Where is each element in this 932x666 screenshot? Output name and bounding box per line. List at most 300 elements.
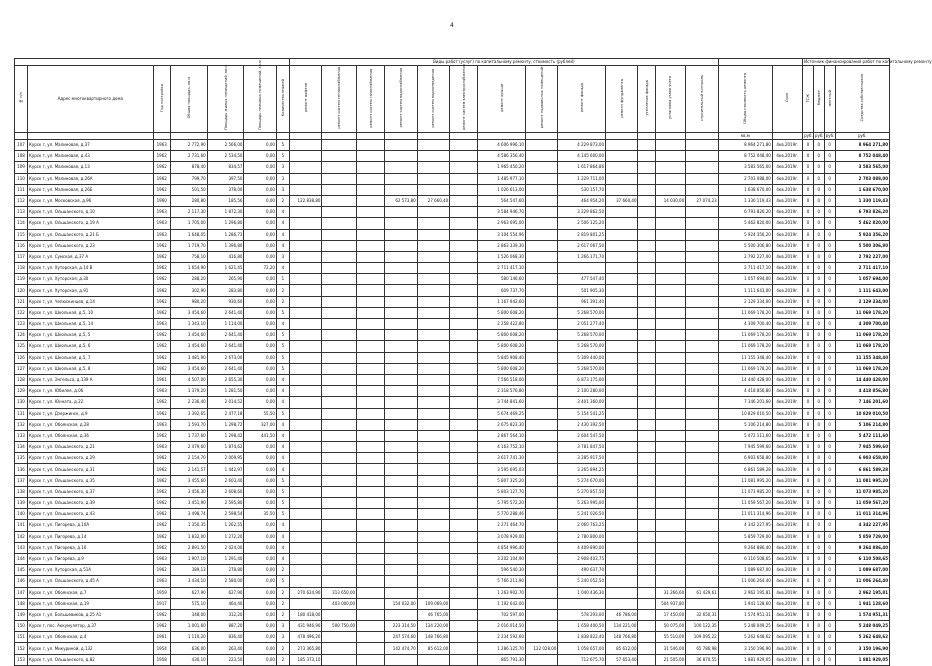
table-cell: 0,00 xyxy=(244,464,276,475)
table-cell: 4кв.2019г. xyxy=(772,307,802,318)
table-cell: 1 350,35 xyxy=(170,520,207,531)
table-cell: 61 429,61 xyxy=(686,587,719,598)
table-cell xyxy=(638,609,655,620)
table-cell xyxy=(385,207,417,218)
table-cell: 3 595 695,03 xyxy=(478,464,526,475)
table-cell: 5 274 670,00 xyxy=(558,475,606,486)
table-cell: 1 343,10 xyxy=(170,319,207,330)
table-cell: 37 660,40 xyxy=(606,195,638,206)
table-cell xyxy=(638,442,655,453)
column-header xyxy=(450,66,478,133)
table-cell: 141 xyxy=(15,520,28,531)
table-cell: 5 924 356,20 xyxy=(835,229,889,240)
table-cell: 7 146 201,60 xyxy=(835,397,889,408)
table-cell: 2 129 334,00 xyxy=(718,296,772,307)
table-cell xyxy=(686,240,719,251)
unit-cell xyxy=(15,133,28,140)
table-cell xyxy=(357,207,385,218)
table-cell: 0,00 xyxy=(244,565,276,576)
column-header-label: местный xyxy=(827,89,832,107)
table-cell xyxy=(357,397,385,408)
table-cell: 14 440 428,00 xyxy=(835,374,889,385)
table-cell xyxy=(525,632,557,643)
table-cell xyxy=(638,498,655,509)
table-cell: 1 291,40 xyxy=(207,553,244,564)
table-cell xyxy=(686,520,719,531)
table-cell xyxy=(638,397,655,408)
table-cell: 4кв.2019г. xyxy=(772,330,802,341)
table-cell xyxy=(525,296,557,307)
table-cell xyxy=(655,386,685,397)
table-cell: 627,90 xyxy=(170,587,207,598)
table-cell: 4кв.2019г. xyxy=(772,430,802,441)
table-cell: 1962 xyxy=(153,240,170,251)
table-cell: 4кв.2019г. xyxy=(772,419,802,430)
table-cell xyxy=(322,151,357,162)
table-cell xyxy=(289,419,321,430)
table-cell xyxy=(322,386,357,397)
table-cell: 1 574 951,31 xyxy=(835,609,889,620)
table-cell: 0,00 xyxy=(244,486,276,497)
table-cell xyxy=(606,408,638,419)
table-cell xyxy=(289,520,321,531)
table-cell: 5 xyxy=(276,307,289,318)
table-row xyxy=(15,240,890,251)
table-cell: 0 xyxy=(813,464,824,475)
table-cell: 0 xyxy=(824,195,835,206)
table-cell xyxy=(525,621,557,632)
table-cell: 10 829 010,50 xyxy=(718,408,772,419)
table-cell xyxy=(357,140,385,151)
table-row xyxy=(15,442,890,453)
table-cell: 0 xyxy=(803,475,814,486)
table-cell xyxy=(686,184,719,195)
unit-cell xyxy=(478,133,526,140)
table-cell: 1962 xyxy=(153,397,170,408)
table-cell: 136 xyxy=(15,464,28,475)
table-cell: 0 xyxy=(803,352,814,363)
table-cell xyxy=(606,140,638,151)
table-cell: 0 xyxy=(813,397,824,408)
table-cell: 1962 xyxy=(153,296,170,307)
table-cell xyxy=(289,319,321,330)
table-cell xyxy=(289,576,321,587)
table-cell xyxy=(385,263,417,274)
table-cell xyxy=(525,609,557,620)
table-cell xyxy=(655,140,685,151)
table-cell xyxy=(385,542,417,553)
table-cell: 0,00 xyxy=(244,632,276,643)
table-cell: 17 450,00 xyxy=(655,609,685,620)
table-cell: 712 675,70 xyxy=(558,654,606,665)
table-cell: 0 xyxy=(813,576,824,587)
table-cell: 0 xyxy=(803,621,814,632)
table-cell xyxy=(357,240,385,251)
table-cell: 1962 xyxy=(153,274,170,285)
table-cell: 5 800 608,20 xyxy=(478,307,526,318)
table-cell: 2 962 195,81 xyxy=(835,587,889,598)
table-cell: 139 xyxy=(15,498,28,509)
table-cell: 0 xyxy=(824,307,835,318)
table-cell xyxy=(289,173,321,184)
table-cell: 5 262 648,62 xyxy=(835,632,889,643)
column-header-label: ремонт систем водоотведения xyxy=(431,68,436,128)
table-cell xyxy=(450,464,478,475)
column-header xyxy=(813,66,824,133)
table-cell xyxy=(525,363,557,374)
table-cell: 2 477,18 xyxy=(207,408,244,419)
table-cell xyxy=(417,475,449,486)
table-cell xyxy=(385,240,417,251)
table-cell: 0 xyxy=(803,173,814,184)
table-cell xyxy=(525,475,557,486)
table-cell xyxy=(655,363,685,374)
table-cell: 5 472 111,60 xyxy=(718,430,772,441)
table-cell: 0 xyxy=(813,386,824,397)
table-cell: 4 xyxy=(276,218,289,229)
table-cell: 1963 xyxy=(153,207,170,218)
table-cell xyxy=(385,509,417,520)
table-cell: 0 xyxy=(803,486,814,497)
table-cell: 1 654,90 xyxy=(170,263,207,274)
table-cell xyxy=(655,352,685,363)
column-header-label: ремонт систем электроснабжения xyxy=(461,64,466,130)
table-cell xyxy=(357,486,385,497)
table-cell xyxy=(417,509,449,520)
table-cell: 0 xyxy=(813,419,824,430)
table-row xyxy=(15,609,890,620)
table-cell: 0 xyxy=(803,296,814,307)
table-cell xyxy=(686,408,719,419)
table-cell: 0,00 xyxy=(244,307,276,318)
table-cell: 1962 xyxy=(153,173,170,184)
table-cell: 4кв.2019г. xyxy=(772,621,802,632)
table-cell xyxy=(322,341,357,352)
table-cell: 1 089 687,00 xyxy=(718,565,772,576)
table-cell: 0 xyxy=(803,542,814,553)
table-cell: 4 xyxy=(276,397,289,408)
table-cell xyxy=(357,263,385,274)
table-cell: 1954 xyxy=(153,643,170,654)
table-cell xyxy=(525,307,557,318)
table-cell: 0,00 xyxy=(244,621,276,632)
table-cell: 0,00 xyxy=(244,520,276,531)
table-cell xyxy=(450,632,478,643)
table-cell xyxy=(289,296,321,307)
table-cell xyxy=(686,442,719,453)
table-cell xyxy=(450,195,478,206)
table-cell: 1962 xyxy=(153,542,170,553)
table-cell: 1963 xyxy=(153,419,170,430)
table-cell xyxy=(686,509,719,520)
table-row xyxy=(15,643,890,654)
address-cell: Курск г, ул. Ольшанского, д.21 Б xyxy=(27,229,153,240)
table-cell: 1 266 171,70 xyxy=(558,251,606,262)
table-cell: 2 024,00 xyxy=(207,542,244,553)
table-cell: 142 474,70 xyxy=(385,643,417,654)
table-cell xyxy=(655,397,685,408)
table-cell xyxy=(525,453,557,464)
table-cell: 1962 xyxy=(153,408,170,419)
table-row xyxy=(15,307,890,318)
table-cell xyxy=(525,352,557,363)
table-cell: 4кв.2019г. xyxy=(772,218,802,229)
table-cell: 0 xyxy=(824,218,835,229)
table-cell: 2 xyxy=(276,643,289,654)
table-cell xyxy=(638,240,655,251)
table-cell: 0,00 xyxy=(244,609,276,620)
table-cell xyxy=(638,419,655,430)
table-cell xyxy=(357,374,385,385)
table-cell xyxy=(450,319,478,330)
table-cell: 119 xyxy=(15,274,28,285)
table-cell xyxy=(525,531,557,542)
table-cell xyxy=(655,464,685,475)
table-cell: 0 xyxy=(813,330,824,341)
table-cell: 6 861 589,28 xyxy=(835,464,889,475)
table-cell xyxy=(289,218,321,229)
address-cell: Курск г, ул. Ольшанского, д.45 А xyxy=(27,576,153,587)
table-cell xyxy=(322,442,357,453)
table-row xyxy=(15,319,890,330)
column-header xyxy=(289,66,321,133)
table-cell: 0,00 xyxy=(244,296,276,307)
unit-cell xyxy=(322,133,357,140)
table-cell: 4кв.2019г. xyxy=(772,498,802,509)
address-cell: Курск г, ул. Школьная, д.5, 8 xyxy=(27,363,153,374)
table-cell: 3 xyxy=(276,621,289,632)
table-cell: 0 xyxy=(803,565,814,576)
table-cell: 2 703 088,00 xyxy=(835,173,889,184)
table-cell: 6 793 826,20 xyxy=(835,207,889,218)
table-cell xyxy=(357,576,385,587)
table-cell xyxy=(638,386,655,397)
table-row xyxy=(15,263,890,274)
table-cell: 0,00 xyxy=(244,195,276,206)
table-cell xyxy=(525,218,557,229)
table-cell: 5 xyxy=(276,486,289,497)
table-cell: 1962 xyxy=(153,565,170,576)
table-cell xyxy=(322,229,357,240)
table-cell xyxy=(638,486,655,497)
unit-cell xyxy=(772,133,802,140)
table-cell xyxy=(385,486,417,497)
table-cell: 3 454,60 xyxy=(170,341,207,352)
table-cell: 0 xyxy=(813,475,824,486)
table-cell: 5 xyxy=(276,140,289,151)
table-cell xyxy=(450,341,478,352)
table-cell: 2 100 280,00 xyxy=(558,386,606,397)
table-cell: 31 546,00 xyxy=(655,643,685,654)
table-cell xyxy=(322,509,357,520)
table-row xyxy=(15,285,890,296)
address-cell: Курск г, ул. Школьная, д.5, 6 xyxy=(27,341,153,352)
table-cell xyxy=(606,419,638,430)
table-cell: 0 xyxy=(813,643,824,654)
table-cell: 2 014,52 xyxy=(207,397,244,408)
table-cell xyxy=(385,218,417,229)
table-cell: 0 xyxy=(803,576,814,587)
table-cell xyxy=(606,263,638,274)
table-cell xyxy=(322,643,357,654)
table-cell xyxy=(450,453,478,464)
table-cell: 100 122,35 xyxy=(686,621,719,632)
table-cell: 0,00 xyxy=(244,654,276,665)
table-cell xyxy=(357,430,385,441)
table-cell: 2 129 334,00 xyxy=(835,296,889,307)
table-cell: 1962 xyxy=(153,162,170,173)
table-cell: 4кв.2019г. xyxy=(772,520,802,531)
column-header xyxy=(606,66,638,133)
table-cell: 4кв.2019г. xyxy=(772,643,802,654)
address-cell: Курск г, ул. Малиновая, д.26А xyxy=(27,173,153,184)
table-cell xyxy=(417,464,449,475)
column-header xyxy=(417,66,449,133)
table-cell: 0 xyxy=(824,140,835,151)
table-cell xyxy=(450,374,478,385)
table-cell: 4 xyxy=(276,453,289,464)
table-cell: 0,00 xyxy=(244,251,276,262)
table-cell: 4кв.2019г. xyxy=(772,509,802,520)
table-cell xyxy=(638,162,655,173)
table-cell: 4кв.2019г. xyxy=(772,184,802,195)
table-cell: 758,10 xyxy=(170,251,207,262)
table-cell: 1 298,72 xyxy=(207,419,244,430)
table-cell xyxy=(357,598,385,609)
table-row xyxy=(15,173,890,184)
table-cell: 0,00 xyxy=(244,330,276,341)
table-row xyxy=(15,162,890,173)
table-cell: 0,00 xyxy=(244,352,276,363)
table-cell: 4 854 996,40 xyxy=(478,542,526,553)
table-cell: 6 793 826,20 xyxy=(718,207,772,218)
table-cell xyxy=(686,531,719,542)
table-cell: 930,60 xyxy=(207,296,244,307)
table-cell: 575,10 xyxy=(170,598,207,609)
table-cell: 1962 xyxy=(153,509,170,520)
table-cell: 2 731,60 xyxy=(170,151,207,162)
table-cell xyxy=(417,419,449,430)
table-cell xyxy=(450,218,478,229)
table-cell: 5 462 820,00 xyxy=(718,218,772,229)
table-cell xyxy=(450,285,478,296)
table-cell: 0 xyxy=(813,632,824,643)
table-cell: 223,50 xyxy=(207,654,244,665)
table-cell xyxy=(606,207,638,218)
table-cell: 0 xyxy=(824,542,835,553)
table-cell xyxy=(450,274,478,285)
table-cell: 11 069 178,20 xyxy=(718,363,772,374)
table-cell: 134 xyxy=(15,442,28,453)
table-cell xyxy=(606,374,638,385)
table-cell: 1 114,00 xyxy=(207,319,244,330)
table-cell xyxy=(525,207,557,218)
table-cell xyxy=(655,330,685,341)
table-cell: 117 xyxy=(15,251,28,262)
table-cell: 5 800 608,20 xyxy=(478,363,526,374)
table-cell: 5 240 052,50 xyxy=(558,576,606,587)
table-cell: 149 xyxy=(15,609,28,620)
table-cell xyxy=(638,173,655,184)
table-cell: 3 451,90 xyxy=(170,498,207,509)
table-cell: 0 xyxy=(824,565,835,576)
table-cell: 0,00 xyxy=(244,319,276,330)
table-cell xyxy=(525,341,557,352)
table-cell: 2 009,95 xyxy=(207,453,244,464)
table-cell: 1962 xyxy=(153,184,170,195)
table-cell: 5 770 288,46 xyxy=(478,509,526,520)
table-cell: 1 838 822,40 xyxy=(558,632,606,643)
table-cell xyxy=(289,363,321,374)
table-cell: 11 006 264,40 xyxy=(835,576,889,587)
table-cell: 50 075,00 xyxy=(655,621,685,632)
table-cell: 5 154 541,25 xyxy=(558,408,606,419)
table-cell: 0 xyxy=(813,509,824,520)
table-cell xyxy=(322,173,357,184)
table-cell xyxy=(417,542,449,553)
table-cell xyxy=(686,218,719,229)
table-cell: 0 xyxy=(824,319,835,330)
table-cell xyxy=(417,251,449,262)
table-cell: 0 xyxy=(824,509,835,520)
table-row xyxy=(15,430,890,441)
table-cell: 5 472 111,60 xyxy=(835,430,889,441)
table-cell: 4кв.2019г. xyxy=(772,229,802,240)
table-cell xyxy=(606,162,638,173)
table-cell xyxy=(322,464,357,475)
table-cell xyxy=(638,464,655,475)
table-cell: 1 965 450,20 xyxy=(478,162,526,173)
table-cell: 4кв.2019г. xyxy=(772,140,802,151)
table-cell: 0 xyxy=(803,162,814,173)
table-cell xyxy=(357,531,385,542)
table-cell: 403 000,00 xyxy=(322,598,357,609)
table-cell xyxy=(357,251,385,262)
table-cell: 4 xyxy=(276,229,289,240)
address-cell: Курск г, ул. Пигорева, д.9 xyxy=(27,553,153,564)
table-cell: 0 xyxy=(803,419,814,430)
table-cell: 1 272,20 xyxy=(207,531,244,542)
table-cell: 14 030,00 xyxy=(655,195,685,206)
column-header-label: ТСЖ xyxy=(806,93,811,103)
table-cell xyxy=(525,408,557,419)
table-cell xyxy=(686,486,719,497)
address-cell: Курск г, ул. Пигорева, д.16 xyxy=(27,542,153,553)
table-cell: 4кв.2019г. xyxy=(772,374,802,385)
table-cell xyxy=(417,531,449,542)
table-cell xyxy=(417,162,449,173)
table-cell: 0 xyxy=(813,296,824,307)
table-cell xyxy=(525,419,557,430)
column-header-label: № п/п xyxy=(18,92,23,104)
table-cell: 0 xyxy=(803,218,814,229)
table-cell xyxy=(289,498,321,509)
column-header-label: Общая стоимость ремонта xyxy=(743,72,748,124)
table-cell xyxy=(606,151,638,162)
address-cell: Курск г, ул. Хуторская, д.30 xyxy=(27,274,153,285)
table-cell: 1 872,30 xyxy=(207,207,244,218)
works-group-header: Виды работ (услуг) по капитальному ремонту, стоимость (рублей) xyxy=(289,59,718,66)
table-cell xyxy=(655,151,685,162)
table-cell: 270 624,90 xyxy=(289,587,321,598)
table-cell: 1 298,42 xyxy=(207,430,244,441)
table-row xyxy=(15,576,890,587)
table-cell xyxy=(606,509,638,520)
address-cell: Курск г, ул. Малиновая, д.37 xyxy=(27,140,153,151)
table-cell: 1962 xyxy=(153,285,170,296)
table-cell: 0 xyxy=(824,430,835,441)
table-cell xyxy=(289,341,321,352)
